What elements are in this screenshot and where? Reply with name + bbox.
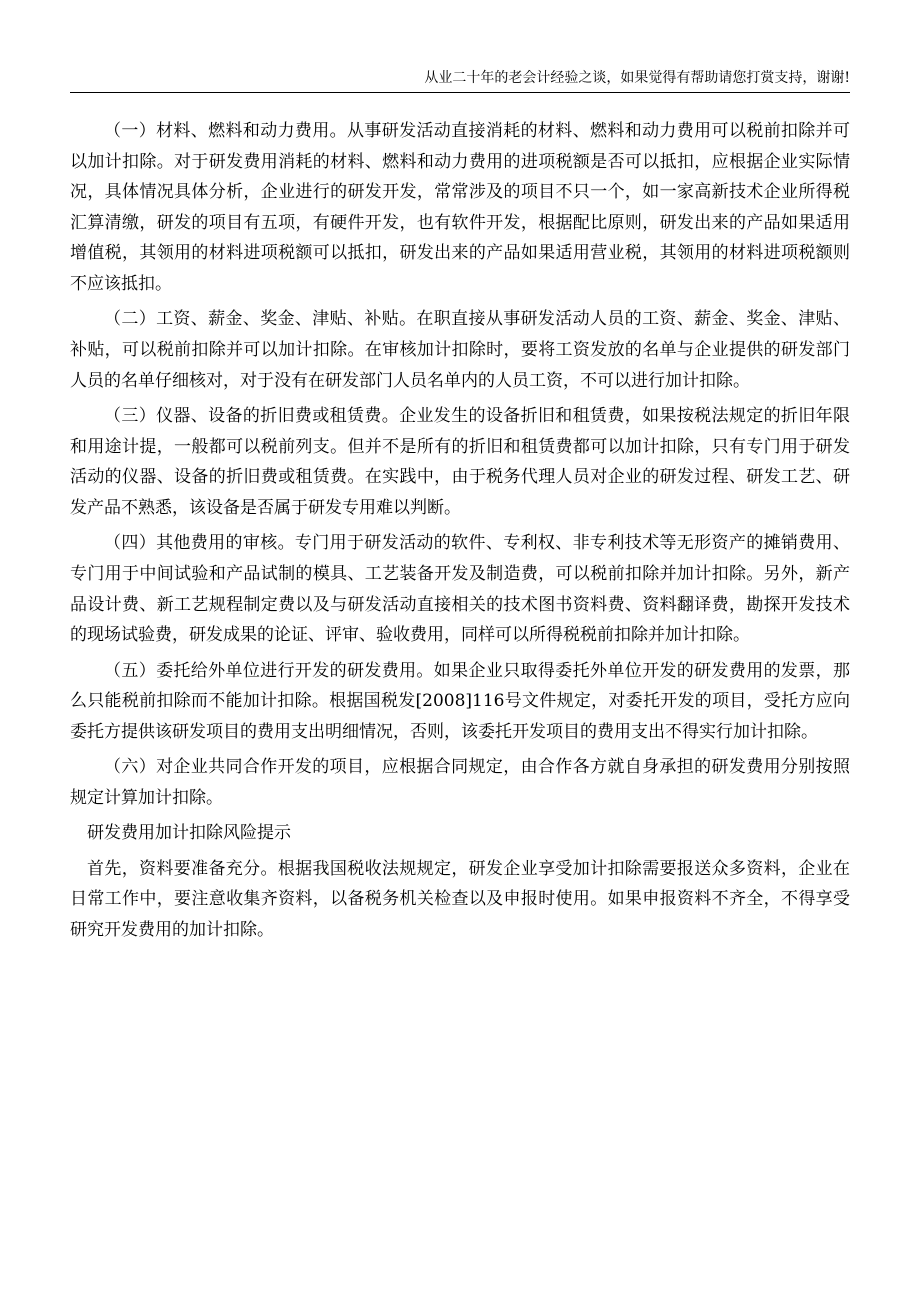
paragraph-cooperation: （六）对企业共同合作开发的项目，应根据合同规定，由合作各方就自身承担的研发费用分别按照规定计算加计扣除。 (70, 757, 850, 808)
page-header: 从业二十年的老会计经验之谈，如果觉得有帮助请您打赏支持，谢谢! (424, 70, 850, 86)
paragraph-outsourced: （五）委托给外单位进行开发的研发费用。如果企业只取得委托外单位开发的研发费用的发票，那么只能税前扣除而不能加计扣除。根据国税发[2008]116号文件规定，对委托开发的项目，受托方应向委托方提供该研发项目的费用支出明细情况，否则，该委托开发项目的费用支出不得实行加计扣除。 (70, 660, 850, 742)
paragraph-wages: （二）工资、薪金、奖金、津贴、补贴。在职直接从事研发活动人员的工资、薪金、奖金、津贴、补贴，可以税前扣除并可以加计扣除。在审核加计扣除时，要将工资发放的名单与企业提供的研发部门人员的名单仔细核对，对于没有在研发部门人员名单内的人员工资，不可以进行加计扣除。 (70, 309, 850, 391)
document-body (70, 116, 850, 951)
section-title: 研发费用加计扣除风险提示 (87, 823, 291, 844)
paragraph-depreciation: （三）仪器、设备的折旧费或租赁费。企业发生的设备折旧和租赁费，如果按税法规定的折旧年限和用途计提，一般都可以税前列支。但并不是所有的折旧和租赁费都可以加计扣除，只有专门用于研发活动的仪器、设备的折旧费或租赁费。在实践中，由于税务代理人员对企业的研发过程、研发工艺、研发产品不熟悉，该设备是否属于研发专用难以判断。 (70, 406, 850, 518)
header-rule (70, 92, 850, 93)
paragraph-materials: （一）材料、燃料和动力费用。从事研发活动直接消耗的材料、燃料和动力费用可以税前扣除并可以加计扣除。对于研发费用消耗的材料、燃料和动力费用的进项税额是否可以抵扣，应根据企业实际情况，具体情况具体分析，企业进行的研发开发，常常涉及的项目不只一个，如一家高新技术企业所得税汇算清缴，研发的项目有五项，有硬件开发，也有软件开发，根据配比原则，研发出来的产品如果适用增值税，其领用的材料进项税额可以抵扣，研发出来的产品如果适用营业税，其领用的材料进项税额则不应该抵扣。 (70, 121, 850, 294)
paragraph-other-expenses: （四）其他费用的审核。专门用于研发活动的软件、专利权、非专利技术等无形资产的摊销费用、专门用于中间试验和产品试制的模具、工艺装备开发及制造费，可以税前扣除并加计扣除。另外，新产品设计费、新工艺规程制定费以及与研发活动直接相关的技术图书资料费、资料翻译费，勘探开发技术的现场试验费，研发成果的论证、评审、验收费用，同样可以所得税税前扣除并加计扣除。 (70, 533, 850, 646)
paragraph-closing: 首先，资料要准备充分。根据我国税收法规规定，研发企业享受加计扣除需要报送众多资料，企业在日常工作中，要注意收集齐资料，以备税务机关检查以及申报时使用。如果申报资料不齐全，不得享受研究开发费用的加计扣除。 (70, 858, 850, 941)
